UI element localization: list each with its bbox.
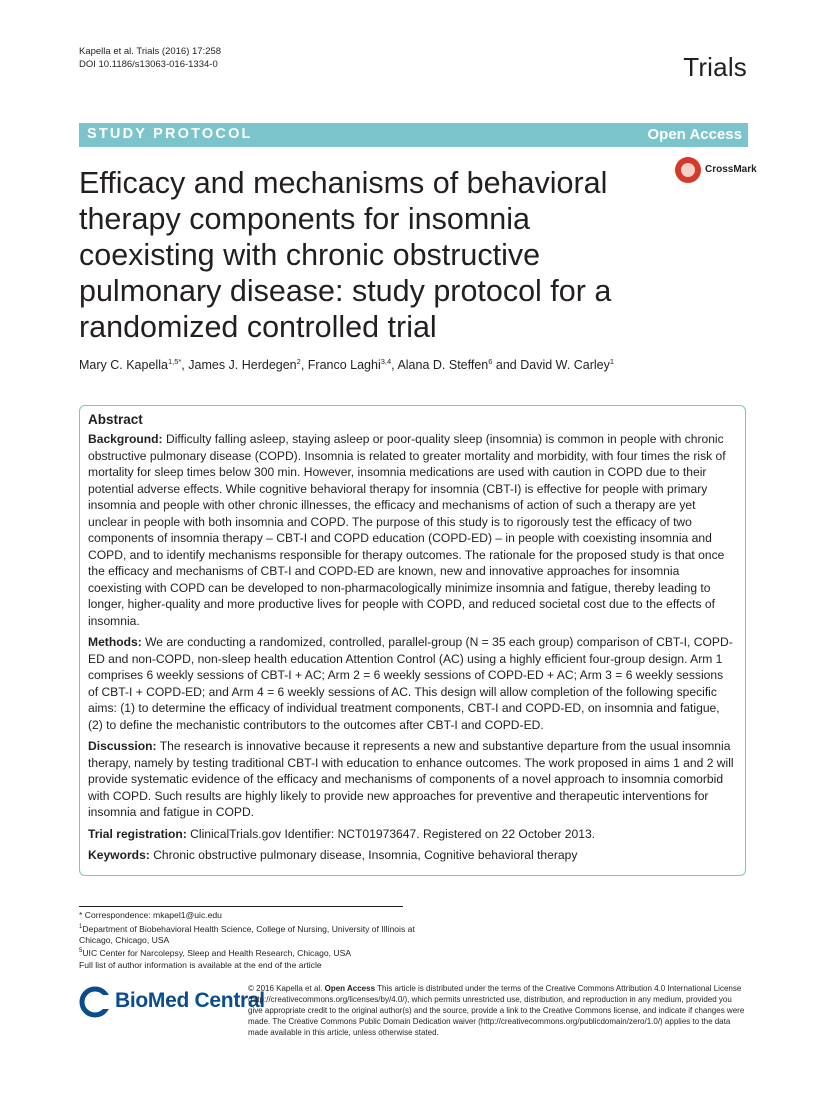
- author-name: David W. Carley: [520, 358, 610, 373]
- affiliation-1: [79, 922, 419, 947]
- citation-line: Kapella et al. Trials (2016) 17:258: [79, 46, 222, 57]
- citation-header: [79, 45, 221, 71]
- doi-line: DOI 10.1186/s13063-016-1334-0: [79, 59, 218, 70]
- article-title: Efficacy and mechanisms of behavioral therapy components for insomnia coexisting with chronic obstructive pulmonary disease: study protocol for a randomized controlled trial: [79, 166, 612, 344]
- author-name: James J. Herdegen: [188, 358, 297, 373]
- biomed-central-icon: [79, 985, 113, 1019]
- correspondence-note: * Correspondence: mkapel1@uic.edu: [79, 910, 222, 920]
- license-statement: [248, 983, 748, 1038]
- author-separator: ,: [391, 358, 398, 373]
- article-type-label: STUDY PROTOCOL: [87, 126, 253, 142]
- footnote-divider: [79, 906, 403, 907]
- affiliation-1-text: Department of Biobehavioral Health Science, College of Nursing, University of Illinois at Chicago, Chicago, USA: [79, 923, 415, 945]
- biomed-central-logo[interactable]: [79, 985, 265, 1019]
- affiliation-5-marker: 5: [79, 948, 83, 955]
- abstract-section-text: We are conducting a randomized, controlled, parallel-group (N = 35 each group) comparison of CBT-I, COPD-ED and non-COPD, non-sleep health education Attention Control (AC) using a highly efficient four-group design. Arm 1 comprises 6 weekly sessions of CBT-I + AC; Arm 2 = 6 weekly sessions of COPD-ED + AC; Arm 3 = 6 weekly sessions of CBT-I + COPD-ED; and Arm 4 = 6 weekly sessions of AC. This design will allow completion of the following specific aims: (1) to determine the efficacy of individual treatment components, CBT-I and COPD-ED, on insomnia and fatigue, (2) to define the mechanistic contributors to the outcomes after CBT-I and COPD-ED.: [88, 635, 733, 732]
- abstract-section-text: Difficulty falling asleep, staying asleep or poor-quality sleep (insomnia) is common in people with chronic obstructive pulmonary disease (COPD). Insomnia is related to greater mortality and morbidity, with four times the risk of mortality for sleep times below 300 min. However, insomnia medications are used with caution in COPD due to their potential adverse effects. While cognitive behavioral therapy for insomnia (CBT-I) is effective for people with primary insomnia and people with other chronic illnesses, the efficacy and mechanisms of action of such a therapy are yet unclear in people with both insomnia and COPD. The purpose of this study is to rigorously test the efficacy of two components of insomnia therapy – CBT-I and COPD education (COPD-ED) – in people with coexisting insomnia and COPD, and to identify mechanisms responsible for therapy outcomes. The rationale for the proposed study is that once the efficacy and mechanisms of CBT-I and COPD-ED are known, new and innovative approaches for insomnia coexisting with COPD can be developed to non-pharmacologically minimize insomnia and fatigue, thereby leading to longer, higher-quality and more productive lives for people with COPD, and reduced societal cost due to the effects of insomnia.: [88, 432, 726, 628]
- author-info-note: Full list of author information is available at the end of the article: [79, 959, 322, 970]
- abstract-section-label: Trial registration:: [88, 826, 187, 841]
- abstract-heading: Abstract: [88, 412, 143, 427]
- author-name: Franco Laghi: [307, 358, 381, 373]
- author-separator: ,: [300, 358, 308, 373]
- abstract-section-text: The research is innovative because it represents a new and substantive departure from the usual insomnia therapy, namely by testing traditional CBT-I with education to enhance outcomes. The work proposed in aims 1 and 2 will provide systematic evidence of the efficacy and mechanisms of components of a novel approach to insomnia comorbid with COPD. Such results are highly likely to provide new approaches for preventive and therapeutic interventions for insomnia and fatigue in COPD.: [88, 739, 734, 819]
- article-type-banner: [79, 123, 748, 147]
- author-name: Alana D. Steffen: [397, 358, 489, 373]
- affiliation-5: [79, 946, 419, 959]
- abstract-section: [88, 634, 735, 733]
- author-separator: and: [492, 358, 521, 373]
- author-affiliation-marker: 6: [488, 357, 493, 366]
- open-access-label: Open Access: [647, 126, 742, 143]
- crossmark-label: CrossMark: [705, 164, 757, 175]
- author-list: [79, 357, 759, 372]
- biomed-central-wordmark: BioMed Central: [115, 989, 265, 1012]
- abstract-section-label: Methods:: [88, 635, 142, 649]
- license-text: This article is distributed under the terms of the Creative Commons Attribution 4.0 International License (http://creativecommons.org/licenses/by/4.0/), which permits unrestricted use, distribution, and reproduction in any medium, provided you give appropriate credit to the original author(s) and the source, provide a link to the Creative Commons license, and indicate if changes were made. The Creative Commons Public Domain Dedication waiver (http://creativecommons.org/publicdomain/zero/1.0/) applies to the data made available in this article, unless otherwise stated.: [248, 984, 745, 1037]
- footnotes: [79, 910, 419, 971]
- abstract-section-label: Background:: [88, 432, 163, 446]
- author-affiliation-marker: 1: [609, 357, 615, 366]
- crossmark-badge[interactable]: [675, 157, 825, 187]
- journal-name: Trials: [683, 52, 747, 82]
- author-separator: ,: [181, 358, 189, 373]
- license-open-access: Open Access: [324, 984, 376, 993]
- abstract-box: [79, 405, 746, 876]
- abstract-section-label: Discussion:: [88, 739, 157, 753]
- crossmark-icon: [675, 157, 701, 183]
- abstract-section-text: ClinicalTrials.gov Identifier: NCT01973647. Registered on 22 October 2013.: [186, 826, 596, 841]
- abstract-section-label: Keywords:: [88, 848, 150, 862]
- author-affiliation-marker: 1,5*: [167, 357, 182, 366]
- abstract-section-text: Chronic obstructive pulmonary disease, Insomnia, Cognitive behavioral therapy: [149, 848, 578, 862]
- abstract-section: [88, 826, 735, 843]
- abstract-section: [88, 431, 735, 629]
- abstract-section: [88, 738, 735, 821]
- author-affiliation-marker: 2: [296, 357, 301, 366]
- license-copyright: © 2016 Kapella et al.: [248, 984, 323, 993]
- abstract-sections: [88, 431, 735, 864]
- author-affiliation-marker: 3,4: [380, 357, 392, 366]
- author-name: Mary C. Kapella: [79, 358, 168, 373]
- abstract-section: [88, 847, 735, 864]
- affiliation-5-text: UIC Center for Narcolepsy, Sleep and Health Research, Chicago, USA: [82, 948, 352, 959]
- affiliation-1-marker: 1: [79, 923, 83, 930]
